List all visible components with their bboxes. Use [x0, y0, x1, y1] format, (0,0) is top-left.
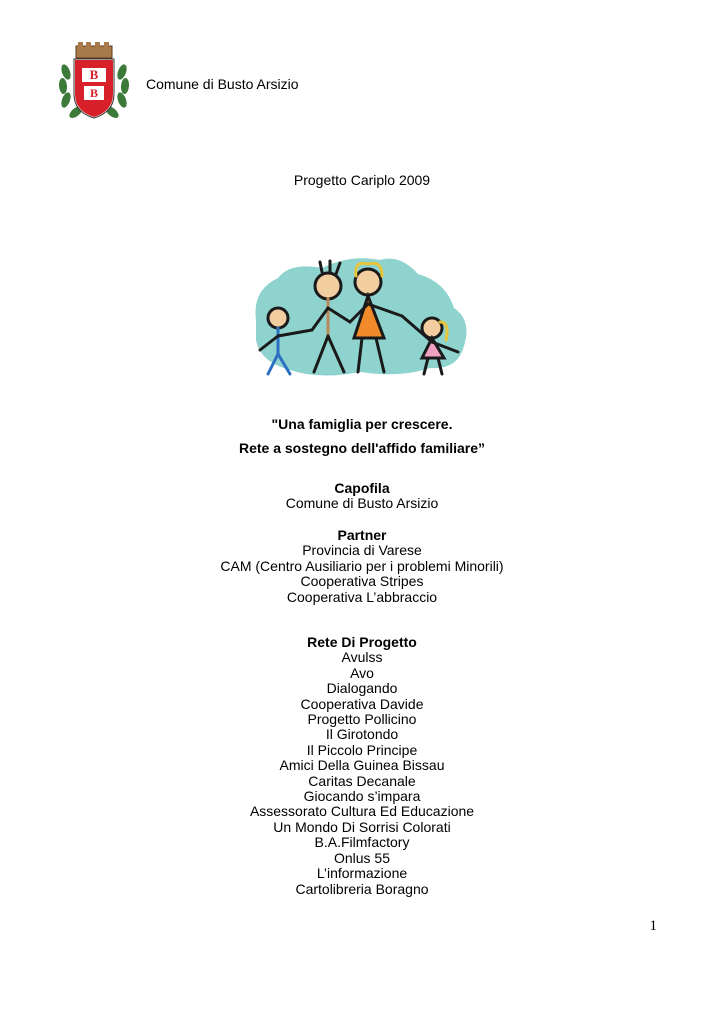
- rete-item: Caritas Decanale: [308, 772, 416, 789]
- rete-item: L’informazione: [316, 865, 408, 882]
- capofila-item: Comune di Busto Arsizio: [285, 495, 439, 512]
- rete-item: Cooperativa Davide: [300, 695, 424, 712]
- partner-item: Provincia di Varese: [302, 542, 422, 559]
- family-drawing-icon: [250, 250, 475, 382]
- partner-section: [0, 528, 724, 605]
- partner-item: CAM (Centro Ausiliario per i problemi Minorili): [220, 557, 504, 574]
- subtitle-line-2: Rete a sostegno dell'affido familiare”: [238, 440, 486, 456]
- project-title: Progetto Cariplo 2009: [293, 172, 431, 188]
- rete-section: [0, 635, 724, 897]
- rete-item: Avulss: [341, 649, 383, 666]
- rete-item: Un Mondo Di Sorrisi Colorati: [273, 818, 451, 835]
- rete-item: Giocando s’impara: [303, 788, 421, 805]
- project-subtitle: [0, 412, 724, 460]
- subtitle-line-1: "Una famiglia per crescere.: [271, 416, 453, 432]
- rete-item: Progetto Pollicino: [307, 711, 417, 728]
- rete-item: Cartolibreria Boragno: [295, 880, 429, 897]
- crest-letter-top: B: [89, 67, 99, 82]
- partner-heading: Partner: [337, 527, 387, 543]
- crest-letter-bottom: B: [89, 86, 99, 100]
- rete-item: Il Piccolo Principe: [306, 741, 418, 758]
- rete-heading: Rete Di Progetto: [307, 634, 417, 650]
- rete-item: Amici Della Guinea Bissau: [279, 757, 445, 774]
- partner-item: Cooperativa L’abbraccio: [286, 588, 438, 605]
- municipal-crest-icon: [56, 42, 132, 122]
- capofila-heading: Capofila: [334, 480, 390, 496]
- municipality-header: Comune di Busto Arsizio: [146, 76, 299, 92]
- rete-item: Onlus 55: [333, 849, 391, 866]
- capofila-section: [0, 481, 724, 512]
- rete-item: Assessorato Cultura Ed Educazione: [249, 803, 475, 820]
- page-number: 1: [649, 918, 657, 934]
- rete-item: Il Girotondo: [325, 726, 399, 743]
- rete-item: B.A.Filmfactory: [314, 834, 410, 851]
- rete-item: Dialogando: [326, 680, 398, 697]
- partner-item: Cooperativa Stripes: [300, 573, 424, 590]
- rete-item: Avo: [350, 664, 374, 681]
